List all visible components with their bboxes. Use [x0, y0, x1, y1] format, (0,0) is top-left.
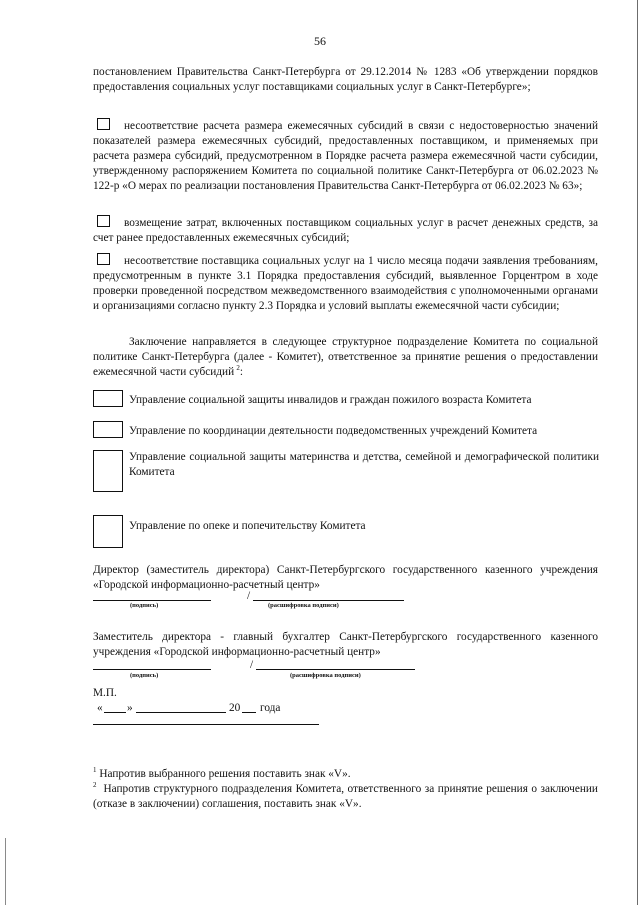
decode-line-1[interactable] — [253, 600, 404, 601]
scan-edge-left — [5, 838, 6, 905]
option-checkbox-3[interactable] — [97, 253, 110, 265]
intro-paragraph: постановлением Правительства Санкт-Петербурга от 29.12.2014 № 1283 «Об утверждении порядков предоставления социальных услуг поставщиками социальных услуг в Санкт-Петербурге»; — [93, 66, 598, 93]
option-checkbox-1[interactable] — [97, 118, 110, 130]
date-close-quote: » — [127, 702, 133, 714]
footnote-2-text: Напротив структурного подразделения Комитета, ответственного за принятие решения о заключении (отказе в заключении) соглашения, поставить знак «V». — [93, 783, 598, 810]
signature-caption-2: (подпись) — [130, 672, 159, 679]
stamp-place: М.П. — [93, 687, 117, 699]
slash-2: / — [250, 659, 254, 671]
signature-line-2[interactable] — [93, 669, 211, 670]
option-paragraph-2 — [93, 215, 598, 246]
decode-caption-1: (расшифровка подписи) — [268, 602, 339, 609]
footnote-2-mark: 2 — [93, 781, 97, 790]
option-paragraph-1 — [93, 118, 598, 194]
footnote-separator — [93, 724, 319, 725]
signer-2-title: Заместитель директора - главный бухгалтер Санкт-Петербургского государственного казенного учреждения «Городской информационно-расчетный центр» — [93, 631, 598, 658]
decode-caption-2: (расшифровка подписи) — [290, 672, 361, 679]
signer-1-title: Директор (заместитель директора) Санкт-Петербургского государственного казенного учреждения «Городской информационно-расчетный центр» — [93, 564, 598, 591]
option-text-2: возмещение затрат, включенных поставщиком социальных услуг в расчет денежных средств, за счет ранее предоставленных ежемесячных субсидий; — [93, 217, 598, 244]
footnote-1 — [93, 767, 598, 782]
direction-paragraph — [93, 335, 598, 380]
date-month-line[interactable] — [136, 712, 226, 713]
option-checkbox-2[interactable] — [97, 215, 110, 227]
direction-text: Заключение направляется в следующее структурное подразделение Комитета по социальной политике Санкт-Петербурга (далее - Комитет), ответственное за принятие решения о предоставлении ежемесячной части субсидий — [93, 336, 598, 378]
scan-edge-right — [637, 0, 638, 905]
option-text-1: несоответствие расчета размера ежемесячных субсидий в связи с недостоверностью значений показателей размера ежемесячных субсидий, предоставленных поставщиком, и применяемых при расчета размера субсидий, предусмотренном в Порядке расчета размера ежемесячной части субсидии, утвержденному распоряжением Комитета по социальной политике Санкт-Петербурга от 06.02.2023 № 122-р «О мерах по реализации постановления Правительства Санкт-Петербурга от 06.02.2023 № 63»; — [93, 120, 598, 192]
decode-line-2[interactable] — [256, 669, 415, 670]
signature-line-1[interactable] — [93, 600, 211, 601]
department-label-3: Управление социальной защиты материнства и детства, семейной и демографической политики Комитета — [129, 451, 599, 478]
date-year-word: года — [260, 702, 281, 714]
date-year-line[interactable] — [242, 712, 256, 713]
footnote-ref-2: 2 — [236, 364, 240, 373]
department-checkbox-1[interactable] — [93, 390, 123, 407]
footnote-1-mark: 1 — [93, 766, 97, 775]
signature-caption-1: (подпись) — [130, 602, 159, 609]
department-label-2: Управление по координации деятельности подведомственных учреждений Комитета — [129, 425, 538, 437]
footnote-1-text: Напротив выбранного решения поставить знак «V». — [99, 768, 351, 780]
department-label-1: Управление социальной защиты инвалидов и граждан пожилого возраста Комитета — [129, 394, 532, 406]
direction-end: : — [239, 366, 244, 378]
page-number: 56 — [314, 34, 326, 48]
slash-1: / — [247, 590, 251, 602]
department-checkbox-2[interactable] — [93, 421, 123, 438]
date-day-line[interactable] — [104, 712, 126, 713]
department-checkbox-4[interactable] — [93, 515, 123, 548]
date-year-prefix: 20 — [229, 702, 241, 714]
footnote-2 — [93, 782, 598, 812]
option-text-3: несоответствие поставщика социальных услуг на 1 число месяца подачи заявления требованиям, предусмотренным в пункте 3.1 Порядка предоставления субсидий, выявленное Горцентром в ходе проверки проведенной посредством межведомственного взаимодействия с уполномоченными органами и организациями согласно пункту 2.3 Порядка и условий выплаты ежемесячной части субсидии; — [93, 255, 598, 312]
date-open-quote: « — [97, 702, 103, 714]
department-label-4: Управление по опеке и попечительству Комитета — [129, 520, 366, 532]
option-paragraph-3 — [93, 253, 598, 314]
department-checkbox-3[interactable] — [93, 450, 123, 492]
